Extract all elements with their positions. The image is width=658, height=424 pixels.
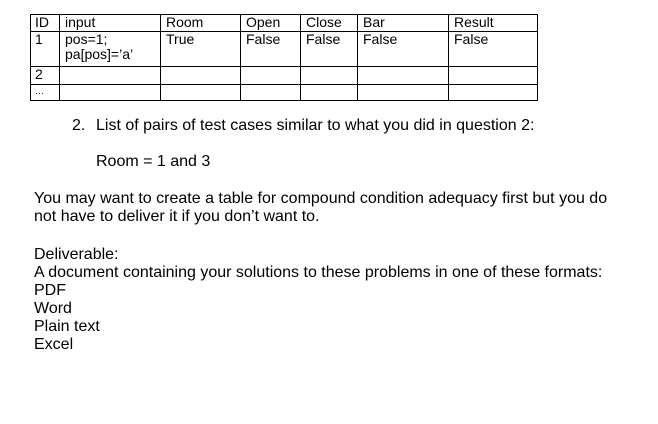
cell-bar: False [358,32,449,67]
cell-bar [358,67,449,85]
cell-result [449,67,538,85]
table-row [31,85,538,101]
cell-input [60,32,161,67]
list-item-text: List of pairs of test cases similar to what you did in question 2: [96,117,535,134]
cell-open [241,85,301,101]
cell-result: False [449,32,538,67]
table-header-row [31,15,538,32]
header-open: Open [241,15,301,32]
cell-input-line: pa[pos]=’a’ [65,46,134,62]
header-bar: Bar [358,15,449,32]
cell-input [60,85,161,101]
format-item: Plain text [34,318,100,335]
format-item: Excel [34,336,74,353]
cell-close [301,67,358,85]
cell-open: False [241,32,301,67]
note-paragraph [34,190,634,226]
cell-result [449,85,538,101]
deliverable-section [34,246,644,354]
room-condition-line: Room = 1 and 3 [96,153,211,170]
header-close: Close [301,15,358,32]
table-row [31,32,538,67]
cell-input-line: pos=1; [65,31,108,47]
cell-close [301,85,358,101]
cell-id: 1 [31,32,60,67]
header-id: ID [31,15,60,32]
header-result: Result [449,15,538,32]
header-room: Room [161,15,241,32]
cell-open [241,67,301,85]
cell-room: True [161,32,241,67]
cell-input [60,67,161,85]
cell-bar [358,85,449,101]
table-row [31,67,538,85]
cell-room [161,85,241,101]
deliverable-heading: Deliverable: [34,246,119,263]
note-paragraph-line: You may want to create a table for compound condition adequacy first but you do [34,190,608,207]
note-paragraph-line: not have to deliver it if you don’t want to. [34,208,320,225]
list-item-2 [72,117,534,135]
test-case-table [30,14,538,101]
format-item: Word [34,300,72,317]
cell-id: … [31,85,60,101]
header-input: input [60,15,161,32]
cell-close: False [301,32,358,67]
cell-id: 2 [31,67,60,85]
deliverable-intro: A document containing your solutions to these problems in one of these formats: [34,264,603,281]
list-item-number: 2. [72,117,86,134]
format-item: PDF [34,282,66,299]
cell-room [161,67,241,85]
